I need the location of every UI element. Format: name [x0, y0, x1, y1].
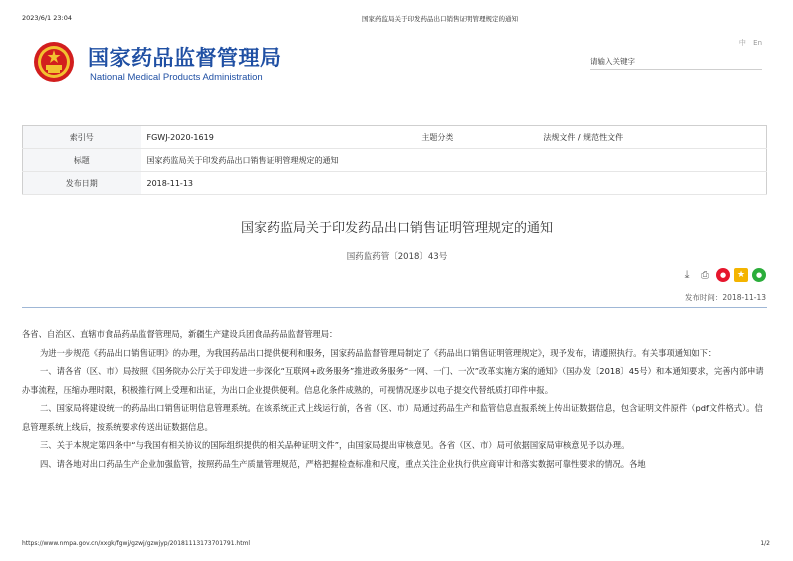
wechat-icon[interactable]: ●: [752, 268, 766, 282]
meta-row: [23, 172, 767, 195]
paragraph: 一、请各省（区、市）局按照《国务院办公厅关于印发进一步深化“互联网+政务服务”推进政务服务“一网、一门、一次”改革实施方案的通知》（国办发〔2018〕45号）和本通知要求，完善内部申请办事流程，压缩办理时限，积极推行网上受理和出证，为出口企业提供便利。信息化条件成熟的，可视情况逐步以电子提交代替纸质打印件申报。: [22, 366, 764, 395]
article-title: 国家药监局关于印发药品出口销售证明管理规定的通知: [240, 221, 553, 236]
index-value: FGWJ-2020-1619: [146, 132, 214, 142]
paragraph: 三、关于本规定第四条中“与我国有相关协议的国际组织提供的相关品种证明文件”，由国家局提出审核意见。各省（区、市）局可依据国家局审核意见予以办理。: [40, 440, 630, 450]
title-label: 标题: [23, 149, 141, 172]
paragraph: 四、请各地对出口药品生产企业加强监管，按照药品生产质量管理规范，严格把握检查标准和尺度，重点关注企业执行供应商审计和落实数据可靠性要求的情况。各地: [40, 458, 646, 469]
lang-en-link[interactable]: En: [753, 39, 762, 47]
meta-row: [23, 149, 767, 172]
lang-cn-link[interactable]: 中: [738, 39, 746, 47]
print-icon[interactable]: ⎙: [701, 269, 709, 281]
download-icon[interactable]: ⤓: [684, 268, 690, 281]
publish-time: 发布时间：2018-11-13: [684, 293, 766, 302]
page-url: https://www.nmpa.gov.cn/xxgk/fgwj/gzwj/gzwjyp/20181113173701791.html: [22, 540, 251, 547]
print-datetime: 2023/6/1 23:04: [22, 14, 72, 22]
site-name-cn[interactable]: 国家药品监督管理局: [88, 46, 282, 70]
paragraph: 为进一步规范《药品出口销售证明》的办理，为我国药品出口提供便利和服务，国家药品监督管理局制定了《药品出口销售证明管理规定》，现予发布，请遵照执行。有关事项通知如下：: [40, 347, 717, 358]
site-name-en[interactable]: National Medical Products Administration: [90, 72, 263, 83]
language-switcher: [734, 38, 762, 48]
print-page-title: 国家药监局关于印发药品出口销售证明管理规定的通知: [362, 15, 518, 23]
category-value: 法规文件 / 规范性文件: [543, 132, 624, 142]
index-label: 索引号: [23, 126, 141, 149]
article-body: [22, 325, 770, 473]
category-label: 主题分类: [337, 126, 537, 149]
document-number: 国药监药管〔2018〕43号: [346, 252, 448, 262]
favorite-icon[interactable]: ★: [734, 268, 748, 282]
search-input[interactable]: 请输入关键字: [590, 54, 762, 70]
national-emblem-icon[interactable]: [32, 40, 76, 84]
date-label: 发布日期: [23, 172, 141, 195]
page-number: 1/2: [760, 540, 770, 547]
paragraph-salutation: 各省、自治区、直辖市食品药品监督管理局，新疆生产建设兵团食品药品监督管理局：: [22, 329, 338, 339]
document-meta-table: [22, 125, 767, 195]
meta-row: [23, 126, 767, 149]
paragraph: 二、国家局将建设统一的药品出口销售证明信息管理系统。在该系统正式上线运行前，各省（区、市）局通过药品生产和监管信息直报系统上传出证数据信息，包含证明文件原件（pdf文件格式）。信息管理系统上线后，按系统要求传送出证数据信息。: [22, 403, 763, 432]
weibo-icon[interactable]: ●: [716, 268, 730, 282]
title-value: 国家药监局关于印发药品出口销售证明管理规定的通知: [146, 155, 339, 165]
date-value: 2018-11-13: [146, 178, 193, 188]
share-toolbar: [680, 268, 766, 282]
site-header: [22, 36, 772, 92]
divider: [22, 307, 767, 308]
